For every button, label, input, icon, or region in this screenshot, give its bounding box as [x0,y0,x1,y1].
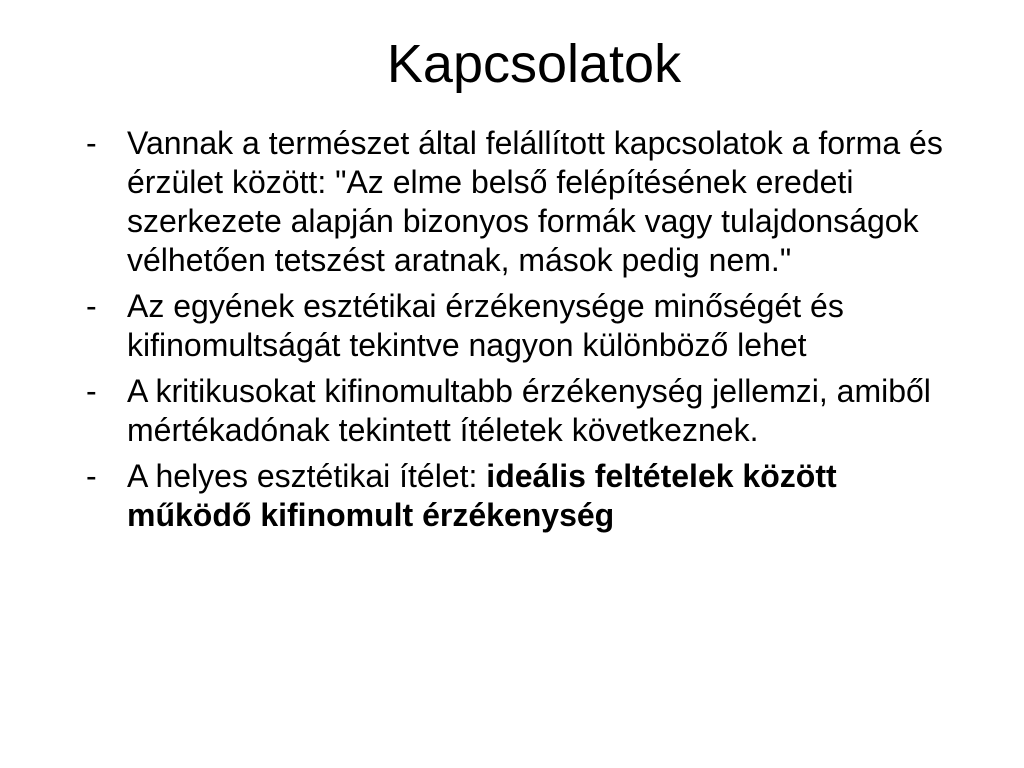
bullet-item [84,372,944,450]
slide-title: Kapcsolatok [386,34,682,94]
bullet-item [84,457,944,535]
bullet-text: A helyes esztétikai ítélet: [127,458,487,494]
bullet-item [84,124,944,280]
bullet-bold-text: ideális feltételek között működő kifinomult érzékenység [127,458,837,533]
bullet-text: Vannak a természet által felállított kapcsolatok a forma és érzület között: "Az elme belső felépítésének eredeti szerkezete alapján bizonyos formák vagy tulajdonságok vélhetően tetszést aratnak, mások pedig nem." [127,125,943,278]
bullet-dash: - [86,288,97,324]
bullet-text: A kritikusokat kifinomultabb érzékenység jellemzi, amiből mértékadónak tekintett ítéletek következnek. [127,373,931,448]
bullet-item [84,287,944,365]
bullet-text: Az egyének esztétikai érzékenysége minőségét és kifinomultságát tekintve nagyon különböző lehet [127,288,844,363]
bullet-dash: - [86,458,97,494]
bullet-dash: - [86,125,97,161]
bullet-dash: - [86,373,97,409]
bullet-list [84,124,944,542]
